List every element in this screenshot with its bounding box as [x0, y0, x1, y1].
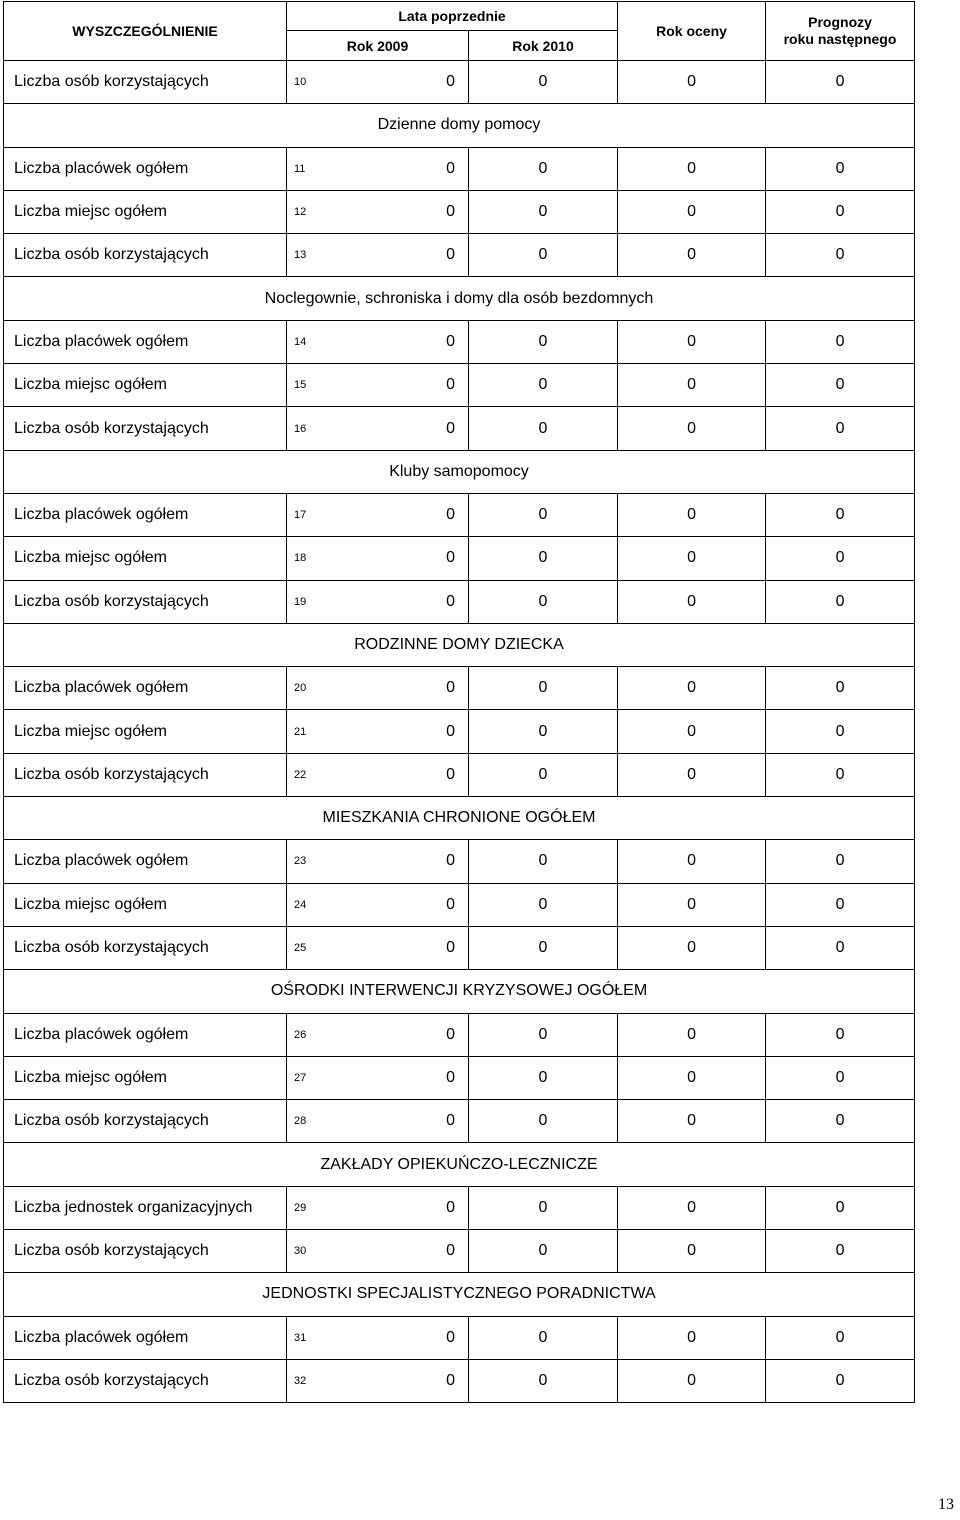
value-2010: 0 [469, 710, 618, 753]
table-row [4, 407, 915, 450]
value-forecast: 0 [766, 840, 915, 883]
header-current-year: Rok oceny [618, 2, 766, 61]
value-2010: 0 [469, 537, 618, 580]
value-2010: 0 [469, 147, 618, 190]
header-prev-years: Lata poprzednie [287, 2, 618, 31]
row-label: Liczba osób korzystających [4, 234, 287, 277]
value-2010: 0 [469, 1186, 618, 1229]
row-number-cell [287, 753, 469, 796]
value-2009: 0 [446, 939, 455, 957]
row-number-text: 30 [294, 1245, 307, 1258]
value-2010: 0 [469, 1100, 618, 1143]
value-current: 0 [618, 1186, 766, 1229]
section-title: Noclegownie, schroniska i domy dla osób bezdomnych [4, 277, 915, 320]
row-number-cell [287, 1056, 469, 1099]
value-current: 0 [618, 407, 766, 450]
header-col-name: WYSZCZEGÓLNIENIE [4, 2, 287, 61]
table-row [4, 147, 915, 190]
row-label: Liczba osób korzystających [4, 407, 287, 450]
row-label: Liczba miejsc ogółem [4, 190, 287, 233]
row-number-text: 32 [294, 1375, 307, 1388]
row-number-cell [287, 883, 469, 926]
value-2009: 0 [446, 73, 455, 91]
value-2009: 0 [446, 419, 455, 437]
row-number-cell [287, 580, 469, 623]
value-2009: 0 [446, 592, 455, 610]
table-row [4, 537, 915, 580]
value-2010: 0 [469, 234, 618, 277]
value-current: 0 [618, 753, 766, 796]
value-2010: 0 [469, 580, 618, 623]
row-label: Liczba osób korzystających [4, 753, 287, 796]
table-row [4, 1056, 915, 1099]
row-label: Liczba osób korzystających [4, 61, 287, 104]
row-number-text: 31 [294, 1331, 307, 1344]
value-2010: 0 [469, 364, 618, 407]
value-2009: 0 [446, 679, 455, 697]
section-row [4, 277, 915, 320]
value-2009: 0 [446, 1328, 455, 1346]
section-title: ZAKŁADY OPIEKUŃCZO-LECZNICZE [4, 1143, 915, 1186]
value-current: 0 [618, 493, 766, 536]
row-number-text: 20 [294, 682, 307, 695]
table-row [4, 840, 915, 883]
value-2009: 0 [446, 1112, 455, 1130]
row-number-text: 13 [294, 249, 307, 262]
value-2009: 0 [446, 159, 455, 177]
row-label: Liczba placówek ogółem [4, 320, 287, 363]
row-number-text: 25 [294, 942, 307, 955]
row-number-cell [287, 364, 469, 407]
table-row [4, 1316, 915, 1359]
value-current: 0 [618, 1100, 766, 1143]
table-row [4, 234, 915, 277]
value-forecast: 0 [766, 753, 915, 796]
table-row [4, 61, 915, 104]
row-number-cell [287, 1186, 469, 1229]
row-number-text: 23 [294, 855, 307, 868]
row-number-text: 26 [294, 1028, 307, 1041]
row-label: Liczba placówek ogółem [4, 1316, 287, 1359]
row-label: Liczba miejsc ogółem [4, 710, 287, 753]
value-2009: 0 [446, 376, 455, 394]
value-forecast: 0 [766, 883, 915, 926]
row-number-text: 16 [294, 422, 307, 435]
section-row [4, 1273, 915, 1316]
section-title: OŚRODKI INTERWENCJI KRYZYSOWEJ OGÓŁEM [4, 970, 915, 1013]
value-current: 0 [618, 537, 766, 580]
value-2009: 0 [446, 506, 455, 524]
section-row [4, 1143, 915, 1186]
section-title: JEDNOSTKI SPECJALISTYCZNEGO PORADNICTWA [4, 1273, 915, 1316]
section-title: RODZINNE DOMY DZIECKA [4, 623, 915, 666]
value-2009: 0 [446, 1198, 455, 1216]
table-body [4, 61, 915, 1403]
row-number-text: 18 [294, 552, 307, 565]
value-forecast: 0 [766, 1013, 915, 1056]
value-2010: 0 [469, 883, 618, 926]
row-number-text: 29 [294, 1201, 307, 1214]
table-row [4, 190, 915, 233]
row-label: Liczba placówek ogółem [4, 493, 287, 536]
value-current: 0 [618, 883, 766, 926]
row-label: Liczba osób korzystających [4, 926, 287, 969]
value-2009: 0 [446, 765, 455, 783]
value-current: 0 [618, 320, 766, 363]
row-number-cell [287, 710, 469, 753]
section-title: MIESZKANIA CHRONIONE OGÓŁEM [4, 797, 915, 840]
header-forecast [766, 2, 915, 61]
value-current: 0 [618, 710, 766, 753]
value-current: 0 [618, 1230, 766, 1273]
table-header [4, 2, 915, 61]
value-2009: 0 [446, 722, 455, 740]
header-forecast-line1: Prognozy [808, 14, 872, 30]
value-2010: 0 [469, 753, 618, 796]
row-number-text: 28 [294, 1115, 307, 1128]
row-number-cell [287, 1013, 469, 1056]
value-2009: 0 [446, 549, 455, 567]
value-forecast: 0 [766, 1316, 915, 1359]
row-number-cell [287, 537, 469, 580]
value-current: 0 [618, 1056, 766, 1099]
row-label: Liczba jednostek organizacyjnych [4, 1186, 287, 1229]
value-2010: 0 [469, 926, 618, 969]
row-number-cell [287, 926, 469, 969]
section-row [4, 623, 915, 666]
table-row [4, 364, 915, 407]
row-number-text: 19 [294, 595, 307, 608]
row-label: Liczba placówek ogółem [4, 667, 287, 710]
value-forecast: 0 [766, 493, 915, 536]
table-row [4, 1359, 915, 1402]
value-2009: 0 [446, 1068, 455, 1086]
table-row [4, 710, 915, 753]
row-number-cell [287, 61, 469, 104]
value-2009: 0 [446, 1242, 455, 1260]
value-2009: 0 [446, 203, 455, 221]
table-row [4, 1230, 915, 1273]
value-forecast: 0 [766, 234, 915, 277]
header-year-2009: Rok 2009 [287, 31, 469, 61]
row-number-text: 11 [294, 162, 306, 175]
value-forecast: 0 [766, 1359, 915, 1402]
row-number-text: 14 [294, 335, 307, 348]
row-label: Liczba placówek ogółem [4, 1013, 287, 1056]
value-2009: 0 [446, 1372, 455, 1390]
value-forecast: 0 [766, 667, 915, 710]
row-number-cell [287, 1230, 469, 1273]
row-label: Liczba miejsc ogółem [4, 537, 287, 580]
row-number-text: 17 [294, 509, 307, 522]
value-current: 0 [618, 364, 766, 407]
value-forecast: 0 [766, 537, 915, 580]
row-number-text: 12 [294, 206, 307, 219]
value-2009: 0 [446, 895, 455, 913]
row-number-cell [287, 493, 469, 536]
value-2010: 0 [469, 1359, 618, 1402]
header-forecast-line2: roku następnego [783, 31, 897, 47]
value-current: 0 [618, 667, 766, 710]
value-2010: 0 [469, 190, 618, 233]
page-number: 13 [938, 1496, 954, 1513]
table-row [4, 1186, 915, 1229]
row-number-text: 22 [294, 768, 307, 781]
value-2010: 0 [469, 1230, 618, 1273]
value-2010: 0 [469, 1056, 618, 1099]
row-number-cell [287, 234, 469, 277]
table-row [4, 580, 915, 623]
section-row [4, 970, 915, 1013]
section-row [4, 797, 915, 840]
value-2010: 0 [469, 320, 618, 363]
row-label: Liczba placówek ogółem [4, 147, 287, 190]
value-forecast: 0 [766, 407, 915, 450]
value-2010: 0 [469, 61, 618, 104]
value-2009: 0 [446, 1025, 455, 1043]
row-label: Liczba miejsc ogółem [4, 1056, 287, 1099]
section-row [4, 450, 915, 493]
table-row [4, 667, 915, 710]
value-forecast: 0 [766, 190, 915, 233]
table-row [4, 493, 915, 536]
section-row [4, 104, 915, 147]
value-forecast: 0 [766, 1230, 915, 1273]
value-2009: 0 [446, 852, 455, 870]
table-row [4, 1013, 915, 1056]
row-label: Liczba placówek ogółem [4, 840, 287, 883]
row-number-cell [287, 840, 469, 883]
value-current: 0 [618, 1013, 766, 1056]
row-number-cell [287, 1359, 469, 1402]
value-forecast: 0 [766, 926, 915, 969]
row-label: Liczba osób korzystających [4, 1359, 287, 1402]
table-row [4, 926, 915, 969]
value-forecast: 0 [766, 61, 915, 104]
row-number-cell [287, 407, 469, 450]
value-2010: 0 [469, 493, 618, 536]
value-current: 0 [618, 840, 766, 883]
value-2009: 0 [446, 246, 455, 264]
value-forecast: 0 [766, 1100, 915, 1143]
row-label: Liczba osób korzystających [4, 1100, 287, 1143]
section-title: Dzienne domy pomocy [4, 104, 915, 147]
row-label: Liczba osób korzystających [4, 580, 287, 623]
value-forecast: 0 [766, 320, 915, 363]
value-2010: 0 [469, 840, 618, 883]
value-forecast: 0 [766, 710, 915, 753]
row-number-cell [287, 1316, 469, 1359]
row-number-text: 15 [294, 379, 307, 392]
table-row [4, 753, 915, 796]
value-current: 0 [618, 926, 766, 969]
value-current: 0 [618, 147, 766, 190]
row-number-cell [287, 190, 469, 233]
row-number-text: 21 [294, 725, 307, 738]
table-row [4, 320, 915, 363]
section-title: Kluby samopomocy [4, 450, 915, 493]
value-current: 0 [618, 1359, 766, 1402]
value-current: 0 [618, 61, 766, 104]
row-number-cell [287, 1100, 469, 1143]
header-year-2010: Rok 2010 [469, 31, 618, 61]
value-current: 0 [618, 234, 766, 277]
value-2010: 0 [469, 1316, 618, 1359]
value-current: 0 [618, 580, 766, 623]
row-number-cell [287, 320, 469, 363]
row-label: Liczba osób korzystających [4, 1230, 287, 1273]
value-2010: 0 [469, 667, 618, 710]
header-row-1 [4, 2, 915, 31]
row-number-text: 24 [294, 898, 307, 911]
row-label: Liczba miejsc ogółem [4, 883, 287, 926]
value-forecast: 0 [766, 364, 915, 407]
statistics-table [3, 1, 915, 1403]
row-number-cell [287, 147, 469, 190]
row-number-cell [287, 667, 469, 710]
value-2010: 0 [469, 407, 618, 450]
value-forecast: 0 [766, 147, 915, 190]
row-label: Liczba miejsc ogółem [4, 364, 287, 407]
value-current: 0 [618, 190, 766, 233]
row-number-text: 10 [294, 76, 307, 89]
table-row [4, 1100, 915, 1143]
value-forecast: 0 [766, 1056, 915, 1099]
table-row [4, 883, 915, 926]
value-forecast: 0 [766, 1186, 915, 1229]
value-forecast: 0 [766, 580, 915, 623]
value-current: 0 [618, 1316, 766, 1359]
row-number-text: 27 [294, 1071, 307, 1084]
value-2009: 0 [446, 332, 455, 350]
value-2010: 0 [469, 1013, 618, 1056]
